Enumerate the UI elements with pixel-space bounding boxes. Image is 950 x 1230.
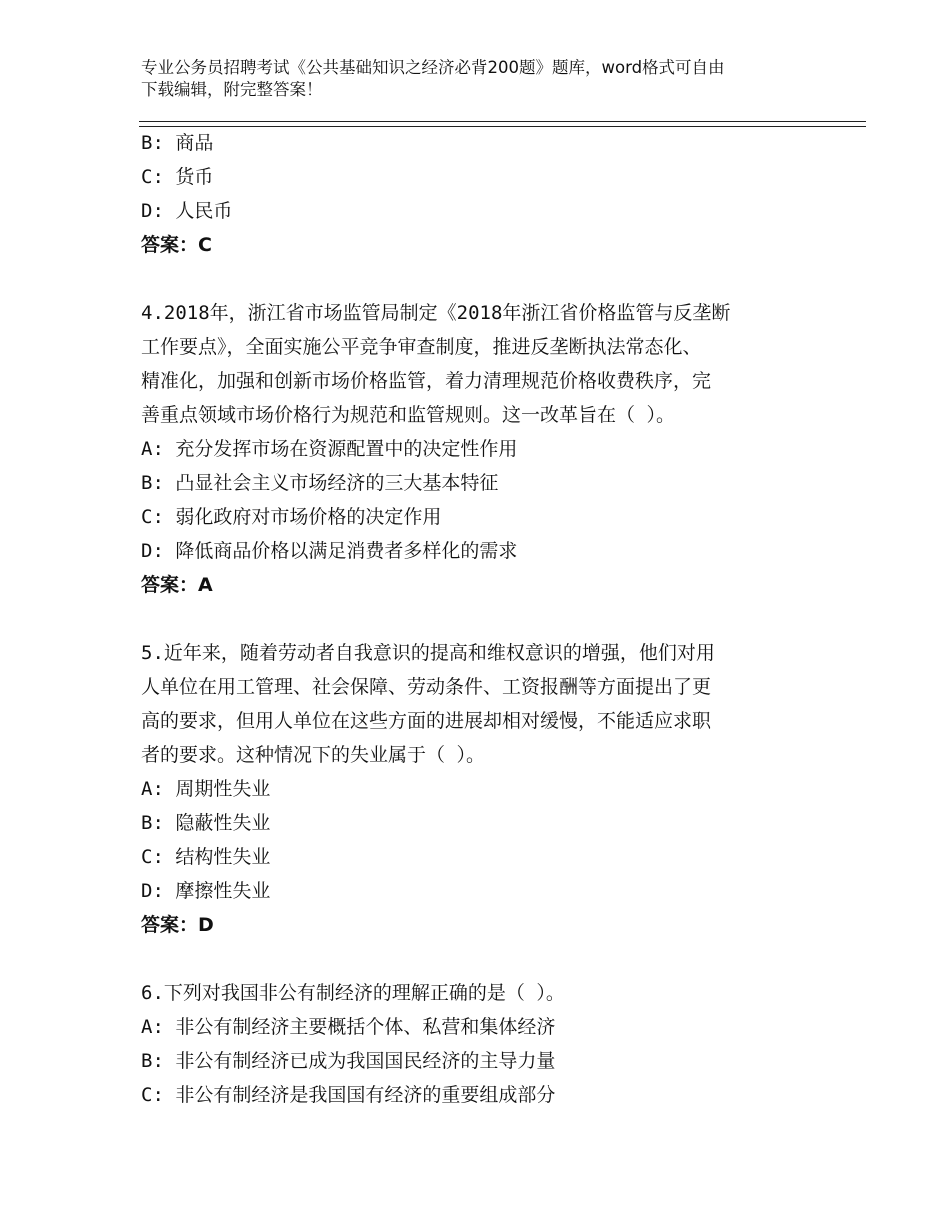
question-stem-line: 高的要求，但用人单位在这些方面的进展却相对缓慢，不能适应求职 bbox=[141, 710, 712, 732]
question-stem-line: 6.下列对我国非公有制经济的理解正确的是（ ）。 bbox=[141, 982, 565, 1004]
question-spacer bbox=[141, 262, 821, 296]
question-stem-line: 人单位在用工管理、社会保障、劳动条件、工资报酬等方面提出了更 bbox=[141, 676, 712, 698]
page-header bbox=[141, 57, 821, 101]
question-6 bbox=[141, 976, 821, 1112]
answer-line: 答案：A bbox=[141, 574, 213, 596]
question-stem-line: 精准化，加强和创新市场价格监管，着力清理规范价格收费秩序，完 bbox=[141, 370, 712, 392]
option-b: B: 隐蔽性失业 bbox=[141, 812, 271, 834]
answer-line: 答案：D bbox=[141, 914, 214, 936]
question-stem-line: 工作要点》，全面实施公平竞争审查制度，推进反垄断执法常态化、 bbox=[141, 336, 702, 358]
option-c: C: 弱化政府对市场价格的决定作用 bbox=[141, 506, 442, 528]
header-divider-top bbox=[139, 121, 866, 122]
answer-line: 答案：C bbox=[141, 234, 212, 256]
option-a: A: 周期性失业 bbox=[141, 778, 271, 800]
option-c: C: 结构性失业 bbox=[141, 846, 271, 868]
question-stem-line: 善重点领域市场价格行为规范和监管规则。这一改革旨在（ ）。 bbox=[141, 404, 675, 426]
option-a: A: 非公有制经济主要概括个体、私营和集体经济 bbox=[141, 1016, 556, 1038]
question-5 bbox=[141, 636, 821, 942]
option-b: B: 商品 bbox=[141, 132, 214, 154]
option-d: D: 降低商品价格以满足消费者多样化的需求 bbox=[141, 540, 518, 562]
option-c: C: 货币 bbox=[141, 166, 214, 188]
question-3-continued bbox=[141, 126, 821, 262]
option-b: B: 凸显社会主义市场经济的三大基本特征 bbox=[141, 472, 499, 494]
question-spacer bbox=[141, 942, 821, 976]
option-c: C: 非公有制经济是我国国有经济的重要组成部分 bbox=[141, 1084, 556, 1106]
option-d: D: 人民币 bbox=[141, 200, 233, 222]
question-stem-line: 4.2018年，浙江省市场监管局制定《2018年浙江省价格监管与反垄断 bbox=[141, 302, 731, 324]
header-title-line-1: 专业公务员招聘考试《公共基础知识之经济必背200题》题库，word格式可自由 bbox=[141, 58, 725, 77]
header-title-line-2: 下载编辑，附完整答案！ bbox=[141, 80, 323, 99]
option-a: A: 充分发挥市场在资源配置中的决定性作用 bbox=[141, 438, 518, 460]
question-4 bbox=[141, 296, 821, 602]
option-b: B: 非公有制经济已成为我国国民经济的主导力量 bbox=[141, 1050, 556, 1072]
question-stem-line: 者的要求。这种情况下的失业属于（ ）。 bbox=[141, 744, 485, 766]
question-stem-line: 5.近年来，随着劳动者自我意识的提高和维权意识的增强，他们对用 bbox=[141, 642, 715, 664]
question-content bbox=[141, 126, 821, 1112]
option-d: D: 摩擦性失业 bbox=[141, 880, 271, 902]
question-spacer bbox=[141, 602, 821, 636]
